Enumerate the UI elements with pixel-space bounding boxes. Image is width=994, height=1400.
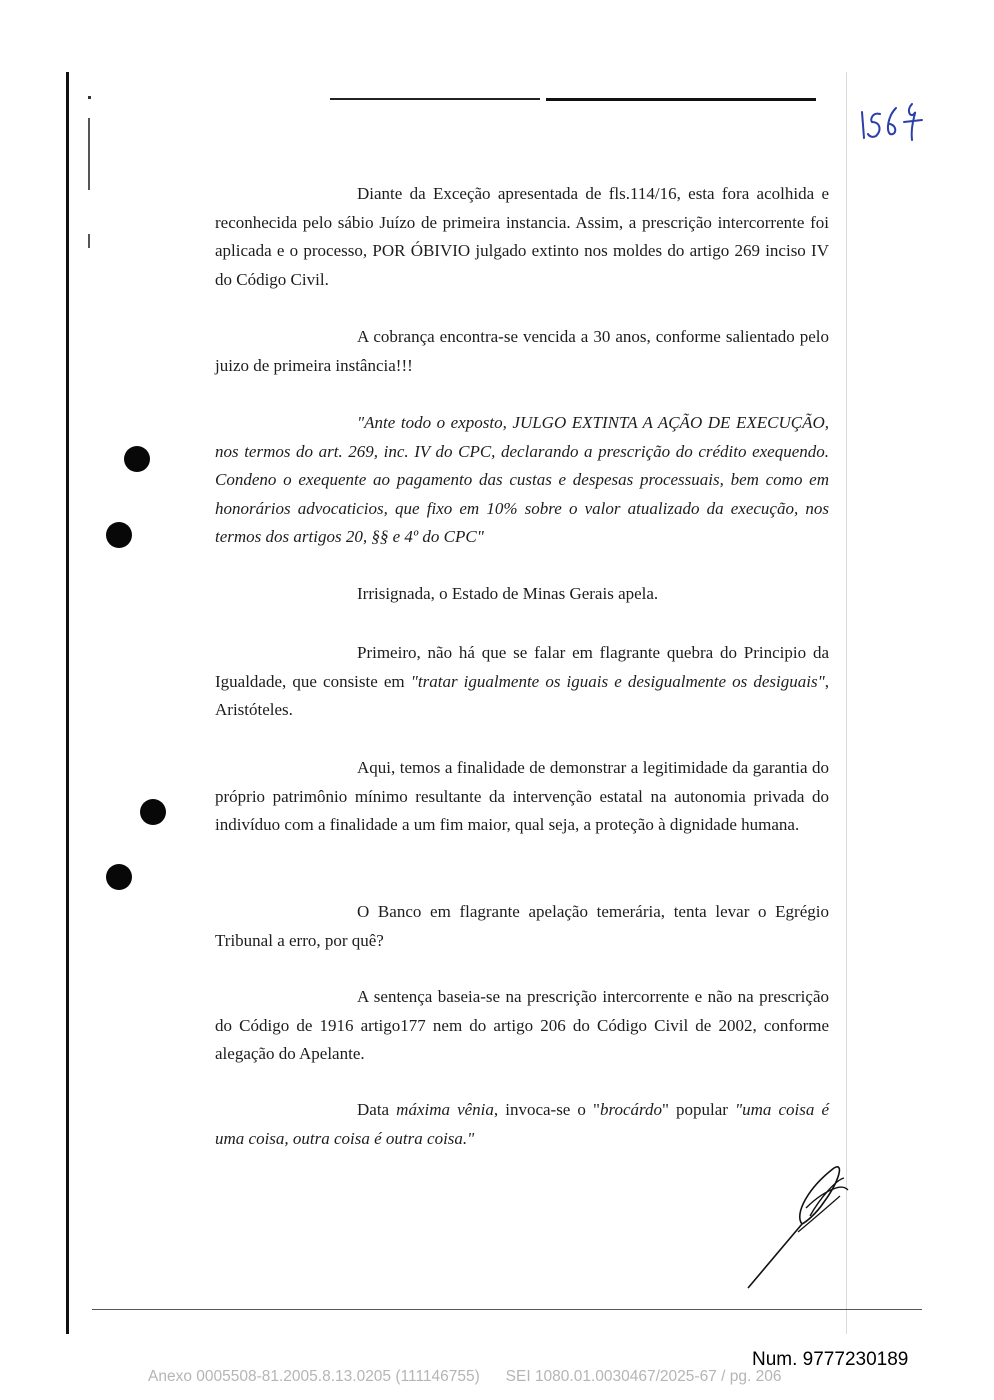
text-run: Aqui, temos a finalidade de demonstrar a legitimidade da garantia do próprio patrimônio mínimo resultante da intervenção estatal na autonomia privada do indivíduo com a finalidade a um fim maior, qual seja, a proteção à dignidade humana.	[215, 758, 829, 834]
paragraph-8	[215, 983, 829, 1069]
paragraph-2	[215, 323, 829, 380]
handwritten-signature-icon	[740, 1158, 856, 1294]
text-run: " popular	[661, 1100, 735, 1119]
text-run: Data	[357, 1100, 397, 1119]
paragraph-6	[215, 754, 829, 840]
italic-text-run: brocárdo	[599, 1100, 662, 1119]
scan-right-edge	[846, 72, 847, 1334]
text-run: A sentença baseia-se na prescrição intercorrente e não na prescrição do Código de 1916 artigo177 nem do artigo 206 do Código Civil de 2002, conforme alegação do Apelante.	[215, 987, 829, 1063]
text-run: O Banco em flagrante apelação temerária, tenta levar o Egrégio Tribunal a erro, por quê?	[215, 902, 829, 950]
text-run: Diante da Exceção apresentada de fls.114/16, esta fora acolhida e reconhecida pelo sábio Juízo de primeira instancia. Assim, a prescrição intercorrente foi aplicada e o processo, POR ÓBIVIO julgado extinto nos moldes do artigo 269 inciso IV do Código Civil.	[215, 184, 829, 289]
text-run: , Aristóteles.	[215, 671, 829, 719]
italic-text-run: máxima vênia	[396, 1100, 494, 1119]
scan-left-edge	[66, 72, 69, 1334]
folio-mark	[858, 100, 930, 144]
text-run: Irrisignada, o Estado de Minas Gerais apela.	[357, 584, 659, 603]
italic-text-run: "uma coisa é uma coisa, outra coisa é outra coisa."	[215, 1100, 829, 1148]
text-run: , invoca-se o "	[493, 1100, 600, 1119]
paragraph-1	[215, 180, 829, 294]
punch-hole	[124, 446, 150, 472]
footer-rule	[92, 1309, 922, 1310]
punch-hole	[106, 864, 132, 890]
header-rule	[330, 98, 540, 100]
scan-mark	[88, 96, 91, 99]
paragraph-5	[215, 639, 829, 725]
document-metadata: Anexo 0005508-81.2005.8.13.0205 (111146755) SEI 1080.01.0030467/2025-67 / pg. 206	[148, 1368, 782, 1385]
text-run: Primeiro, não há que se falar em flagrante quebra do Principio da Igualdade, que consiste em	[215, 643, 829, 691]
header-rule	[546, 98, 816, 101]
text-run: A cobrança encontra-se vencida a 30 anos, conforme salientado pelo juizo de primeira instância!!!	[215, 327, 829, 375]
paragraph-4	[215, 580, 829, 609]
scan-mark	[88, 118, 90, 190]
italic-text-run: "Ante todo o exposto, JULGO EXTINTA A AÇÃO DE EXECUÇÃO, nos termos do art. 269, inc. IV do CPC, declarando a prescrição do crédito exequendo. Condeno o exequente ao pagamento das custas e despesas processuais, bem como em honorários advocaticios, que fixo em 10% sobre o valor atualizado da execução, nos termos dos artigos 20, §§ e 4º do CPC"	[215, 413, 829, 546]
paragraph-9	[215, 1096, 829, 1153]
scan-mark	[88, 234, 90, 248]
paragraph-7	[215, 898, 829, 955]
punch-hole	[140, 799, 166, 825]
punch-hole	[106, 522, 132, 548]
document-number: Num. 9777230189	[752, 1349, 909, 1370]
sentence-quote	[215, 409, 829, 552]
italic-text-run: "tratar igualmente os iguais e desigualmente os desiguais"	[410, 671, 825, 691]
